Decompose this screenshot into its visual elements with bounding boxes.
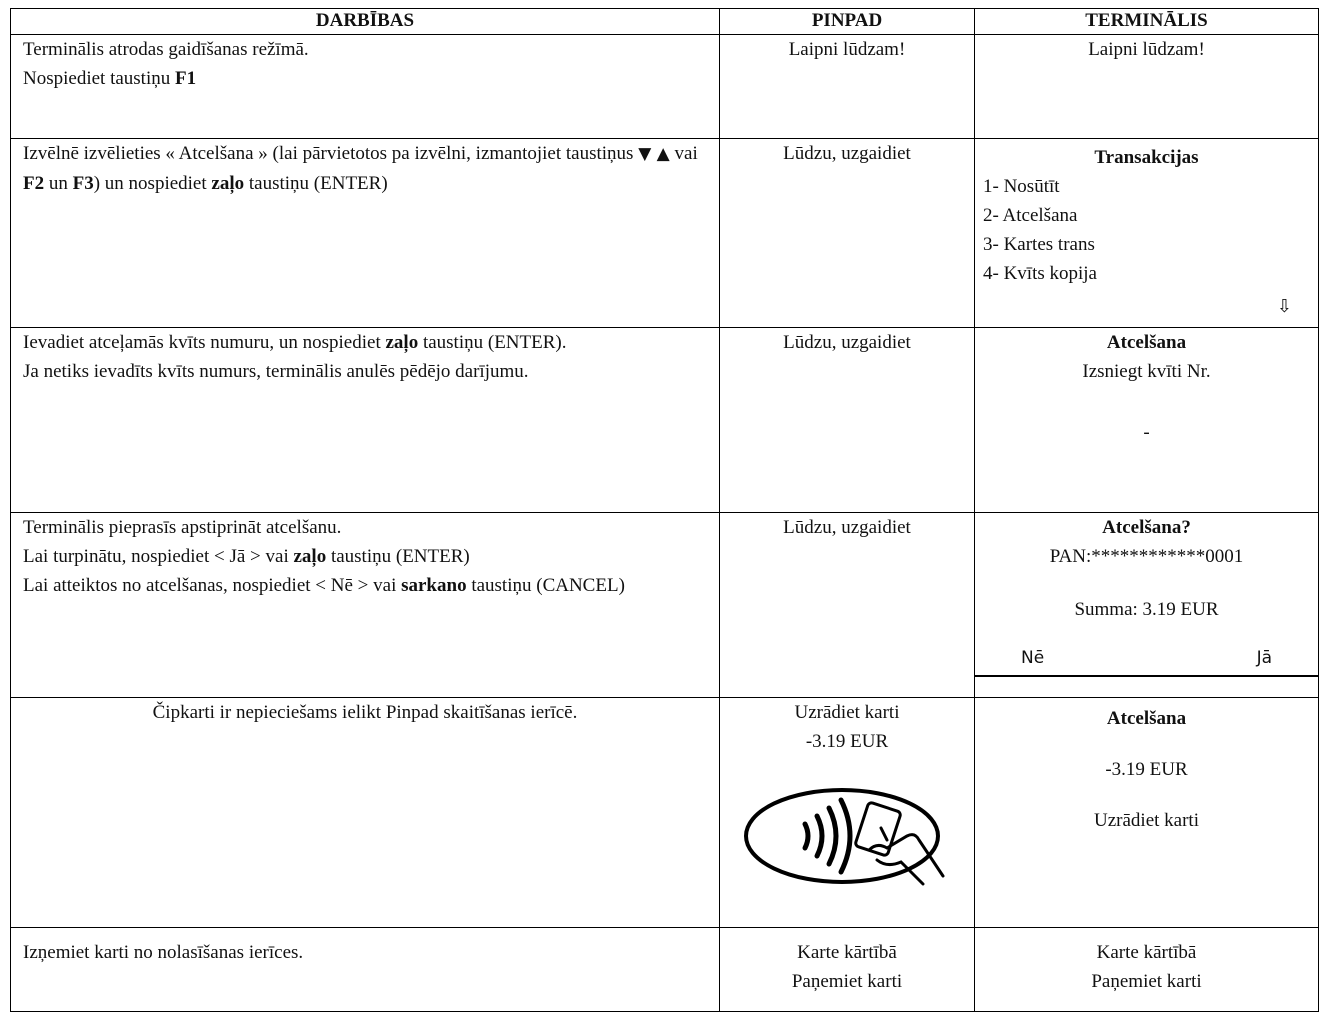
action-text: Čipkarti ir nepieciešams ielikt Pinpad skaitīšanas ierīcē. [152, 702, 578, 723]
pinpad-message: Laipni lūdzam! [788, 39, 906, 60]
pinpad-amount: -3.19 EUR [805, 731, 889, 752]
menu-item: 3- Kartes trans [983, 234, 1095, 255]
action-text: Terminālis pieprasīs apstiprināt atcelšanu. [23, 517, 342, 538]
action-text: vai [669, 143, 698, 164]
arrow-keys-icon: ▼ ▲ [638, 144, 670, 164]
softkey-yes[interactable]: Jā [1256, 648, 1272, 668]
terminal-title: Transakcijas [1094, 147, 1199, 168]
action-text-part: taustiņu (CANCEL) [466, 575, 625, 596]
action-text: Ja netiks ievadīts kvīts numurs, terminālis anulēs pēdējo darījumu. [23, 361, 529, 382]
pinpad-cell [720, 513, 975, 698]
terminal-cell [975, 139, 1319, 328]
action-text [23, 571, 707, 600]
terminal-message: Karte kārtībā [1096, 942, 1197, 963]
terminal-message: Uzrādiet karti [1094, 810, 1199, 831]
terminal-cell [975, 328, 1319, 513]
terminal-title: Atcelšana [1106, 708, 1187, 729]
action-cell [11, 698, 720, 928]
action-text: un [44, 173, 73, 194]
table-row [11, 328, 1319, 513]
action-cell [11, 328, 720, 513]
key-name: F1 [174, 68, 197, 89]
action-cell [11, 513, 720, 698]
terminal-title: Atcelšana? [1102, 517, 1191, 538]
pan-display: PAN:************0001 [1049, 546, 1244, 567]
scroll-down-icon: ⇩ [1276, 296, 1292, 317]
key-name: zaļo [211, 173, 245, 194]
pinpad-cell [720, 928, 975, 1012]
table-row [11, 928, 1319, 1012]
action-text: Terminālis atrodas gaidīšanas režīmā. [23, 39, 309, 60]
key-name: F2 [23, 173, 45, 194]
terminal-title: Atcelšana [1106, 332, 1187, 353]
action-text [23, 542, 707, 571]
header-terminal: TERMINĀLIS [975, 9, 1319, 35]
menu-item: 1- Nosūtīt [983, 176, 1060, 197]
pinpad-message: Karte kārtībā [797, 942, 897, 963]
key-name: zaļo [385, 332, 419, 353]
terminal-message: Izsniegt kvīti Nr. [1082, 361, 1211, 382]
action-text-part: taustiņu (ENTER) [326, 546, 470, 567]
terminal-cell [975, 698, 1319, 928]
pinpad-message: Lūdzu, uzgaidiet [783, 517, 911, 538]
header-actions: DARBĪBAS [11, 9, 720, 35]
action-text [23, 328, 707, 357]
pinpad-cell [720, 698, 975, 928]
pinpad-cell [720, 139, 975, 328]
action-cell [11, 139, 720, 328]
softkey-bar [975, 644, 1318, 677]
amount-display: -3.19 EUR [1105, 759, 1188, 780]
pinpad-message: Lūdzu, uzgaidiet [783, 143, 911, 164]
action-text-part: Lai atteiktos no atcelšanas, nospiediet < Nē > vai [23, 575, 402, 596]
pinpad-message: Uzrādiet karti [794, 702, 900, 723]
instruction-table [10, 8, 1319, 1012]
action-text: ) un nospiediet [93, 173, 212, 194]
pinpad-message: Lūdzu, uzgaidiet [783, 332, 911, 353]
action-text [23, 64, 707, 93]
pinpad-cell [720, 35, 975, 139]
action-cell [11, 35, 720, 139]
receipt-number-field: - [1143, 422, 1150, 443]
table-row [11, 35, 1319, 139]
header-row [11, 9, 1319, 35]
menu-item: 4- Kvīts kopija [983, 263, 1097, 284]
terminal-cell [975, 35, 1319, 139]
action-text-part: Ievadiet atceļamās kvīts numuru, un nospiediet [23, 332, 386, 353]
amount-display: Summa: 3.19 EUR [1074, 599, 1219, 620]
terminal-message: Laipni lūdzam! [1088, 39, 1205, 60]
table-row [11, 698, 1319, 928]
key-name: zaļo [293, 546, 327, 567]
action-text: taustiņu (ENTER) [244, 173, 388, 194]
key-name: sarkano [401, 575, 467, 596]
table-row [11, 513, 1319, 698]
terminal-cell [975, 928, 1319, 1012]
terminal-message: Paņemiet karti [1091, 971, 1202, 992]
key-name: F3 [72, 173, 94, 194]
action-text: Izvēlnē izvēlieties « Atcelšana » (lai pārvietotos pa izvēlni, izmantojiet taustiņus [23, 143, 639, 164]
action-text: Izņemiet karti no nolasīšanas ierīces. [23, 942, 304, 963]
softkey-no[interactable]: Nē [1021, 648, 1045, 668]
pinpad-cell [720, 328, 975, 513]
header-pinpad: PINPAD [720, 9, 975, 35]
contactless-payment-icon [737, 778, 957, 888]
terminal-cell [975, 513, 1319, 698]
action-text-part: Lai turpinātu, nospiediet < Jā > vai [23, 546, 294, 567]
action-cell [11, 928, 720, 1012]
menu-item: 2- Atcelšana [983, 205, 1078, 226]
action-text-part: Nospiediet taustiņu [23, 68, 175, 89]
pinpad-message: Paņemiet karti [791, 971, 903, 992]
table-row [11, 139, 1319, 328]
action-text-part: taustiņu (ENTER). [418, 332, 567, 353]
